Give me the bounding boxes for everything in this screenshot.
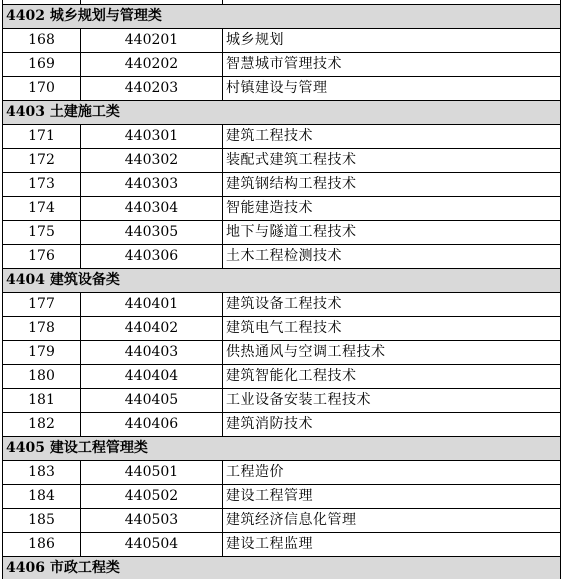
major-name-cell: 建设工程管理 bbox=[223, 485, 561, 509]
seq-cell: 174 bbox=[3, 197, 81, 221]
table-row bbox=[3, 173, 561, 197]
major-code-cell: 440404 bbox=[81, 365, 223, 389]
seq-cell: 175 bbox=[3, 221, 81, 245]
category-title: 建设工程管理类 bbox=[49, 440, 148, 456]
major-name-cell: 工程造价 bbox=[223, 461, 561, 485]
seq-cell: 176 bbox=[3, 245, 81, 269]
major-code-cell: 440302 bbox=[81, 149, 223, 173]
category-title: 建筑设备类 bbox=[49, 272, 120, 288]
seq-cell: 181 bbox=[3, 389, 81, 413]
table-row bbox=[3, 245, 561, 269]
category-code: 4404 bbox=[6, 272, 45, 288]
major-name-cell: 供热通风与空调工程技术 bbox=[223, 341, 561, 365]
major-name-cell: 地下与隧道工程技术 bbox=[223, 221, 561, 245]
table-row bbox=[3, 341, 561, 365]
category-header bbox=[3, 269, 561, 293]
category-title: 土建施工类 bbox=[49, 104, 120, 120]
category-title: 市政工程类 bbox=[49, 560, 120, 576]
category-header bbox=[3, 437, 561, 461]
table-row bbox=[3, 485, 561, 509]
major-code-cell: 440305 bbox=[81, 221, 223, 245]
major-code-cell: 440401 bbox=[81, 293, 223, 317]
table-row bbox=[3, 509, 561, 533]
major-name-cell: 建筑经济信息化管理 bbox=[223, 509, 561, 533]
table-row bbox=[3, 293, 561, 317]
category-header bbox=[3, 557, 561, 579]
major-name-cell: 建筑设备工程技术 bbox=[223, 293, 561, 317]
major-name-cell: 智慧城市管理技术 bbox=[223, 53, 561, 77]
major-code-cell: 440501 bbox=[81, 461, 223, 485]
category-title: 城乡规划与管理类 bbox=[49, 8, 162, 24]
seq-cell: 170 bbox=[3, 77, 81, 101]
category-row bbox=[3, 5, 561, 29]
table-row bbox=[3, 125, 561, 149]
major-name-cell: 建筑工程技术 bbox=[223, 125, 561, 149]
major-name-cell: 村镇建设与管理 bbox=[223, 77, 561, 101]
category-row bbox=[3, 101, 561, 125]
major-name-cell: 装配式建筑工程技术 bbox=[223, 149, 561, 173]
major-name-cell: 建筑消防技术 bbox=[223, 413, 561, 437]
seq-cell: 184 bbox=[3, 485, 81, 509]
table-body bbox=[3, 0, 561, 579]
major-name-cell: 土木工程检测技术 bbox=[223, 245, 561, 269]
major-code-cell: 440306 bbox=[81, 245, 223, 269]
table-row bbox=[3, 365, 561, 389]
category-code: 4405 bbox=[6, 440, 45, 456]
major-code-cell: 440403 bbox=[81, 341, 223, 365]
table-row bbox=[3, 413, 561, 437]
major-code-cell: 440301 bbox=[81, 125, 223, 149]
major-name-cell: 城乡规划 bbox=[223, 29, 561, 53]
major-name-cell: 建筑钢结构工程技术 bbox=[223, 173, 561, 197]
table-row bbox=[3, 53, 561, 77]
major-code-cell: 440203 bbox=[81, 77, 223, 101]
major-name-cell: 建筑智能化工程技术 bbox=[223, 365, 561, 389]
major-name-cell: 建筑电气工程技术 bbox=[223, 317, 561, 341]
major-code-cell: 440402 bbox=[81, 317, 223, 341]
major-name-cell: 智能建造技术 bbox=[223, 197, 561, 221]
major-code-cell: 440406 bbox=[81, 413, 223, 437]
major-code-cell: 440502 bbox=[81, 485, 223, 509]
major-code-cell: 440303 bbox=[81, 173, 223, 197]
table-row bbox=[3, 533, 561, 557]
table-row bbox=[3, 77, 561, 101]
table-row bbox=[3, 29, 561, 53]
major-code-cell: 440503 bbox=[81, 509, 223, 533]
seq-cell: 177 bbox=[3, 293, 81, 317]
table-row bbox=[3, 389, 561, 413]
seq-cell: 183 bbox=[3, 461, 81, 485]
major-code-cell: 440202 bbox=[81, 53, 223, 77]
category-header bbox=[3, 101, 561, 125]
major-code-cell: 440304 bbox=[81, 197, 223, 221]
major-name-cell: 建设工程监理 bbox=[223, 533, 561, 557]
table-row bbox=[3, 197, 561, 221]
seq-cell: 169 bbox=[3, 53, 81, 77]
seq-cell: 171 bbox=[3, 125, 81, 149]
seq-cell: 180 bbox=[3, 365, 81, 389]
major-name-cell: 工业设备安装工程技术 bbox=[223, 389, 561, 413]
table-row bbox=[3, 149, 561, 173]
seq-cell: 178 bbox=[3, 317, 81, 341]
seq-cell: 173 bbox=[3, 173, 81, 197]
table-row bbox=[3, 221, 561, 245]
seq-cell: 186 bbox=[3, 533, 81, 557]
category-row bbox=[3, 437, 561, 461]
table-row bbox=[3, 317, 561, 341]
major-code-cell: 440504 bbox=[81, 533, 223, 557]
category-code: 4402 bbox=[6, 8, 45, 24]
major-catalog-table bbox=[2, 0, 561, 579]
seq-cell: 185 bbox=[3, 509, 81, 533]
seq-cell: 172 bbox=[3, 149, 81, 173]
category-code: 4406 bbox=[6, 560, 45, 576]
seq-cell: 179 bbox=[3, 341, 81, 365]
major-code-cell: 440201 bbox=[81, 29, 223, 53]
table-row bbox=[3, 461, 561, 485]
seq-cell: 182 bbox=[3, 413, 81, 437]
category-row bbox=[3, 269, 561, 293]
category-row bbox=[3, 557, 561, 579]
category-header bbox=[3, 5, 561, 29]
category-code: 4403 bbox=[6, 104, 45, 120]
major-code-cell: 440405 bbox=[81, 389, 223, 413]
seq-cell: 168 bbox=[3, 29, 81, 53]
